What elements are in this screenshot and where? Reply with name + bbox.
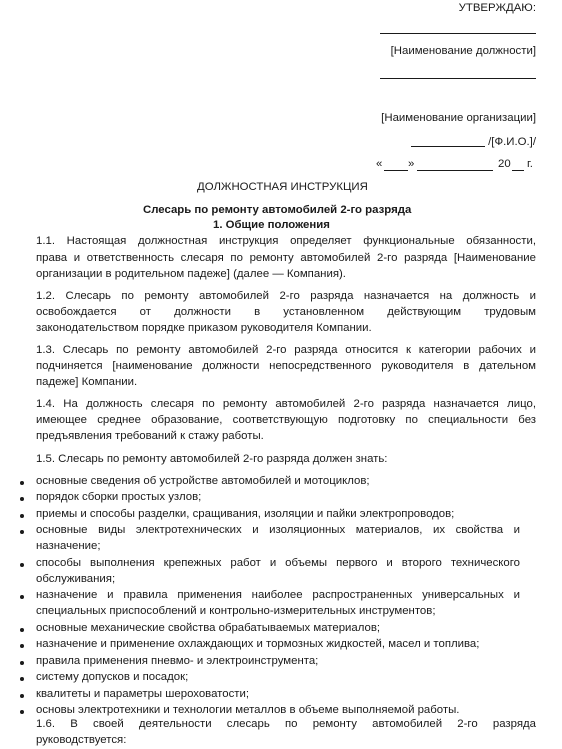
paragraph-1-6-line-1: 1.6. В своей деятельности слесарь по ремонту автомобилей 2-го разряда — [36, 718, 536, 730]
bullet-icon — [20, 694, 24, 698]
organization-placeholder: [Наименование организации] — [381, 112, 536, 124]
paragraph-1-4-line-3: предъявления требований к стажу работы. — [36, 430, 264, 442]
date-day-line — [384, 170, 408, 171]
bullet-icon — [20, 514, 24, 518]
paragraph-1-2-line-2: освобождается от должности в установленном действующим трудовым — [36, 306, 536, 318]
list-item: основы электротехники и технологии металлов в объеме выполняемой работы. — [36, 704, 460, 716]
bullet-icon — [20, 628, 24, 632]
date-month-line — [417, 170, 493, 171]
paragraph-1-6-line-2: руководствуется: — [36, 734, 127, 746]
fio-signature-line — [411, 146, 485, 147]
list-item: назначение и правила применения наиболее распространенных универсальных и — [36, 589, 520, 601]
paragraph-1-3-line-3: падеже] Компании. — [36, 376, 138, 388]
organization-signature-line — [380, 78, 536, 79]
paragraph-1-4-line-2: имеющее среднее образование, соответствующую подготовку по специальности без — [36, 414, 536, 426]
fio-placeholder: /[Ф.И.О.]/ — [488, 136, 536, 148]
section-title: 1. Общие положения — [213, 219, 330, 231]
position-title: Слесарь по ремонту автомобилей 2-го разряда — [143, 204, 412, 216]
date-quote-close: » — [408, 158, 415, 170]
position-signature-line — [380, 33, 536, 34]
list-item: приемы и способы разделки, сращивания, изоляции и пайки электропроводов; — [36, 508, 455, 520]
list-item: квалитеты и параметры шероховатости; — [36, 688, 250, 700]
paragraph-1-1-line-2: права и ответственность слесаря по ремонту автомобилей 2-го разряда [Наименование — [36, 252, 536, 264]
bullet-icon — [20, 661, 24, 665]
list-item-continuation: назначение; — [36, 540, 101, 552]
bullet-icon — [20, 563, 24, 567]
list-item: основные механические свойства обрабатываемых материалов; — [36, 622, 381, 634]
bullet-icon — [20, 481, 24, 485]
paragraph-1-1-line-3: организации в родительном падеже] (далее — Компания). — [36, 268, 346, 280]
bullet-icon — [20, 497, 24, 501]
approval-label: УТВЕРЖДАЮ: — [458, 2, 536, 14]
list-item: основные виды электротехнических и изоляционных материалов, их свойства и — [36, 524, 520, 536]
date-quote-open: « — [376, 158, 383, 170]
list-item: способы выполнения крепежных работ и объемы первого и второго технического — [36, 557, 520, 569]
paragraph-1-3-line-1: 1.3. Слесарь по ремонту автомобилей 2-го разряда относится к категории рабочих и — [36, 344, 536, 356]
position-placeholder: [Наименование должности] — [390, 45, 536, 57]
bullet-icon — [20, 710, 24, 714]
list-item: назначение и применение охлаждающих и тормозных жидкостей, масел и топлива; — [36, 638, 480, 650]
list-item: основные сведения об устройстве автомобилей и мотоциклов; — [36, 475, 370, 487]
paragraph-1-4-line-1: 1.4. На должность слесаря по ремонту автомобилей 2-го разряда назначается лицо, — [36, 398, 536, 410]
list-item: правила применения пневмо- и электроинструмента; — [36, 655, 319, 667]
bullet-icon — [20, 677, 24, 681]
date-year: 20 — [498, 158, 511, 170]
paragraph-1-3-line-2: подчиняется [наименование должности непосредственного руководителя в дательном — [36, 360, 536, 372]
paragraph-1-2-line-1: 1.2. Слесарь по ремонту автомобилей 2-го разряда назначается на должность и — [36, 290, 536, 302]
list-item-continuation: специальных приспособлений и контрольно-измерительных инструментов; — [36, 605, 436, 617]
document-type-title: ДОЛЖНОСТНАЯ ИНСТРУКЦИЯ — [197, 181, 368, 193]
bullet-icon — [20, 595, 24, 599]
list-item: порядок сборки простых узлов; — [36, 491, 202, 503]
list-item-continuation: обслуживания; — [36, 573, 116, 585]
bullet-icon — [20, 644, 24, 648]
date-year-suffix: г. — [527, 158, 533, 170]
bullet-icon — [20, 530, 24, 534]
paragraph-1-1-line-1: 1.1. Настоящая должностная инструкция определяет функциональные обязанности, — [36, 235, 536, 247]
date-year-line — [512, 170, 524, 171]
list-item: систему допусков и посадок; — [36, 671, 189, 683]
paragraph-1-5: 1.5. Слесарь по ремонту автомобилей 2-го разряда должен знать: — [36, 453, 388, 465]
paragraph-1-2-line-3: законодательством порядке приказом руководителя Компании. — [36, 322, 372, 334]
